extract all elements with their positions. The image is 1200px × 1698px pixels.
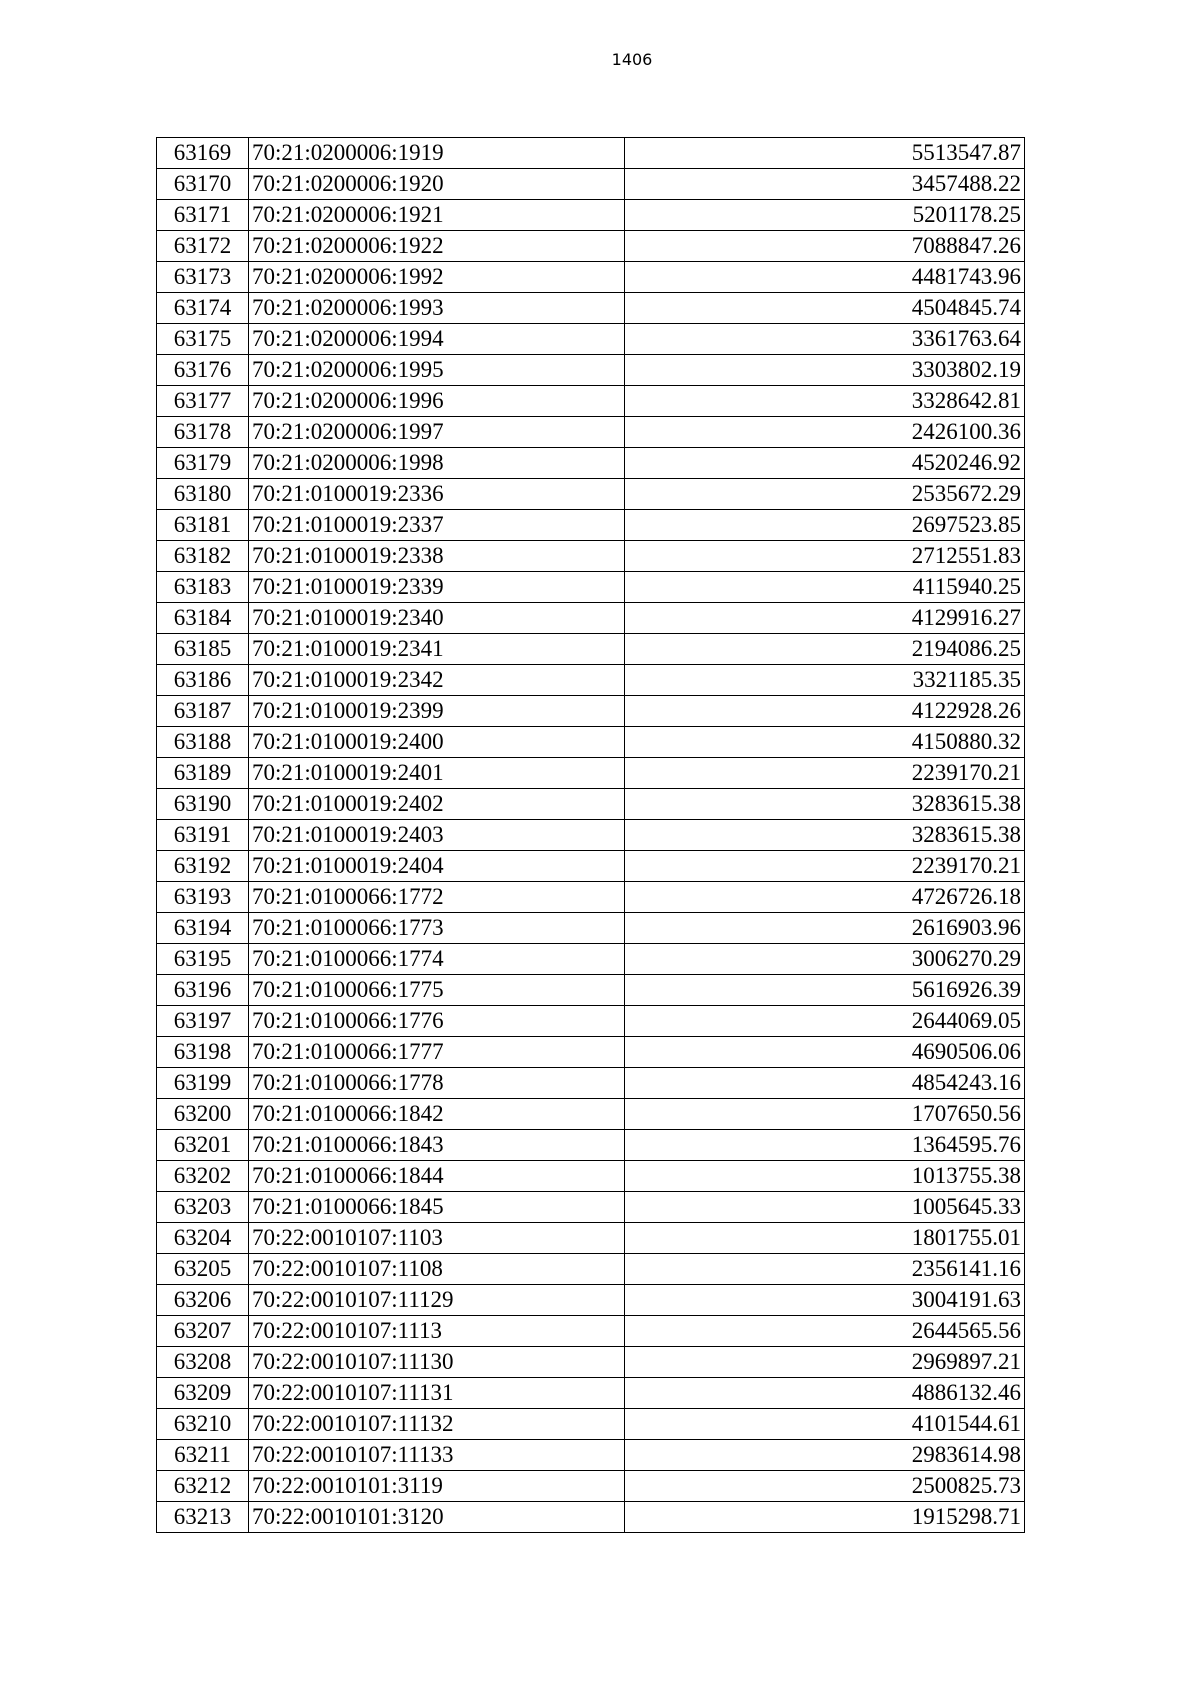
table-row [157, 1223, 1025, 1254]
row-number-cell: 63194 [157, 913, 249, 944]
table-row [157, 386, 1025, 417]
cadastral-number-cell: 70:21:0200006:1992 [249, 262, 625, 293]
cadastral-number-cell: 70:21:0100019:2403 [249, 820, 625, 851]
table-body [157, 138, 1025, 1533]
row-number-cell: 63173 [157, 262, 249, 293]
cadastral-value-cell: 3457488.22 [625, 169, 1025, 200]
row-number-cell: 63207 [157, 1316, 249, 1347]
row-number-cell: 63177 [157, 386, 249, 417]
cadastral-value-cell: 5513547.87 [625, 138, 1025, 169]
cadastral-number-cell: 70:21:0200006:1998 [249, 448, 625, 479]
table-row [157, 696, 1025, 727]
cadastral-value-cell: 2644565.56 [625, 1316, 1025, 1347]
cadastral-value-cell: 3006270.29 [625, 944, 1025, 975]
row-number-cell: 63199 [157, 1068, 249, 1099]
cadastral-number-cell: 70:22:0010101:3120 [249, 1502, 625, 1533]
table-row [157, 1347, 1025, 1378]
cadastral-value-cell: 4504845.74 [625, 293, 1025, 324]
table-row [157, 1409, 1025, 1440]
row-number-cell: 63180 [157, 479, 249, 510]
cadastral-value-cell: 2969897.21 [625, 1347, 1025, 1378]
row-number-cell: 63188 [157, 727, 249, 758]
cadastral-number-cell: 70:21:0100019:2338 [249, 541, 625, 572]
table-row [157, 634, 1025, 665]
row-number-cell: 63212 [157, 1471, 249, 1502]
row-number-cell: 63187 [157, 696, 249, 727]
table-row [157, 1068, 1025, 1099]
cadastral-value-cell: 4481743.96 [625, 262, 1025, 293]
cadastral-number-cell: 70:21:0100066:1775 [249, 975, 625, 1006]
cadastral-value-cell: 4101544.61 [625, 1409, 1025, 1440]
row-number-cell: 63171 [157, 200, 249, 231]
row-number-cell: 63172 [157, 231, 249, 262]
cadastral-number-cell: 70:21:0100066:1772 [249, 882, 625, 913]
row-number-cell: 63192 [157, 851, 249, 882]
row-number-cell: 63206 [157, 1285, 249, 1316]
cadastral-number-cell: 70:21:0200006:1997 [249, 417, 625, 448]
table-row [157, 789, 1025, 820]
table-row [157, 975, 1025, 1006]
table-row [157, 882, 1025, 913]
row-number-cell: 63185 [157, 634, 249, 665]
cadastral-value-cell: 3361763.64 [625, 324, 1025, 355]
row-number-cell: 63208 [157, 1347, 249, 1378]
cadastral-value-cell: 2239170.21 [625, 851, 1025, 882]
row-number-cell: 63170 [157, 169, 249, 200]
table-row [157, 355, 1025, 386]
cadastral-number-cell: 70:21:0100019:2342 [249, 665, 625, 696]
table-row [157, 541, 1025, 572]
cadastral-value-cell: 4115940.25 [625, 572, 1025, 603]
table-row [157, 448, 1025, 479]
cadastral-value-cell: 4122928.26 [625, 696, 1025, 727]
cadastral-number-cell: 70:21:0100019:2402 [249, 789, 625, 820]
cadastral-number-cell: 70:21:0100019:2400 [249, 727, 625, 758]
cadastral-value-cell: 2644069.05 [625, 1006, 1025, 1037]
cadastral-value-cell: 2194086.25 [625, 634, 1025, 665]
cadastral-value-cell: 4690506.06 [625, 1037, 1025, 1068]
cadastral-value-cell: 1801755.01 [625, 1223, 1025, 1254]
cadastral-number-cell: 70:21:0100066:1842 [249, 1099, 625, 1130]
row-number-cell: 63169 [157, 138, 249, 169]
cadastral-value-cell: 4854243.16 [625, 1068, 1025, 1099]
table-row [157, 665, 1025, 696]
cadastral-value-cell: 2356141.16 [625, 1254, 1025, 1285]
row-number-cell: 63201 [157, 1130, 249, 1161]
cadastral-number-cell: 70:21:0200006:1919 [249, 138, 625, 169]
cadastral-number-cell: 70:21:0100066:1778 [249, 1068, 625, 1099]
table-row [157, 1502, 1025, 1533]
table-row [157, 1378, 1025, 1409]
cadastral-number-cell: 70:21:0100066:1773 [249, 913, 625, 944]
row-number-cell: 63203 [157, 1192, 249, 1223]
table-row [157, 324, 1025, 355]
cadastral-number-cell: 70:22:0010107:11129 [249, 1285, 625, 1316]
cadastral-value-cell: 4129916.27 [625, 603, 1025, 634]
cadastral-number-cell: 70:21:0100066:1844 [249, 1161, 625, 1192]
cadastral-value-cell: 1915298.71 [625, 1502, 1025, 1533]
cadastral-value-cell: 2500825.73 [625, 1471, 1025, 1502]
cadastral-number-cell: 70:21:0100019:2401 [249, 758, 625, 789]
row-number-cell: 63182 [157, 541, 249, 572]
cadastral-value-cell: 1005645.33 [625, 1192, 1025, 1223]
table-row [157, 479, 1025, 510]
cadastral-value-cell: 3321185.35 [625, 665, 1025, 696]
cadastral-value-cell: 5201178.25 [625, 200, 1025, 231]
cadastral-number-cell: 70:21:0100019:2340 [249, 603, 625, 634]
table-row [157, 851, 1025, 882]
cadastral-value-cell: 3283615.38 [625, 820, 1025, 851]
cadastral-number-cell: 70:21:0100066:1845 [249, 1192, 625, 1223]
table-row [157, 1130, 1025, 1161]
row-number-cell: 63190 [157, 789, 249, 820]
cadastral-value-cell: 2712551.83 [625, 541, 1025, 572]
table-row [157, 572, 1025, 603]
row-number-cell: 63204 [157, 1223, 249, 1254]
cadastral-number-cell: 70:22:0010107:11130 [249, 1347, 625, 1378]
cadastral-value-cell: 3004191.63 [625, 1285, 1025, 1316]
row-number-cell: 63198 [157, 1037, 249, 1068]
cadastral-value-table [156, 137, 1025, 1533]
table-row [157, 727, 1025, 758]
table-row [157, 293, 1025, 324]
row-number-cell: 63178 [157, 417, 249, 448]
cadastral-number-cell: 70:21:0200006:1922 [249, 231, 625, 262]
table-row [157, 758, 1025, 789]
cadastral-number-cell: 70:22:0010107:11132 [249, 1409, 625, 1440]
row-number-cell: 63183 [157, 572, 249, 603]
cadastral-number-cell: 70:21:0100019:2399 [249, 696, 625, 727]
row-number-cell: 63186 [157, 665, 249, 696]
cadastral-number-cell: 70:21:0100066:1777 [249, 1037, 625, 1068]
cadastral-value-cell: 1013755.38 [625, 1161, 1025, 1192]
cadastral-number-cell: 70:21:0100019:2404 [249, 851, 625, 882]
cadastral-number-cell: 70:21:0100019:2337 [249, 510, 625, 541]
table-row [157, 913, 1025, 944]
cadastral-value-cell: 2426100.36 [625, 417, 1025, 448]
cadastral-value-cell: 2535672.29 [625, 479, 1025, 510]
row-number-cell: 63175 [157, 324, 249, 355]
row-number-cell: 63209 [157, 1378, 249, 1409]
table-row [157, 231, 1025, 262]
cadastral-number-cell: 70:21:0200006:1994 [249, 324, 625, 355]
row-number-cell: 63179 [157, 448, 249, 479]
row-number-cell: 63200 [157, 1099, 249, 1130]
table-row [157, 603, 1025, 634]
table-row [157, 1006, 1025, 1037]
cadastral-value-cell: 4520246.92 [625, 448, 1025, 479]
row-number-cell: 63191 [157, 820, 249, 851]
table-row [157, 944, 1025, 975]
table-row [157, 1316, 1025, 1347]
row-number-cell: 63210 [157, 1409, 249, 1440]
row-number-cell: 63174 [157, 293, 249, 324]
table-row [157, 417, 1025, 448]
row-number-cell: 63181 [157, 510, 249, 541]
row-number-cell: 63213 [157, 1502, 249, 1533]
cadastral-value-cell: 3328642.81 [625, 386, 1025, 417]
table-row [157, 1037, 1025, 1068]
cadastral-value-cell: 7088847.26 [625, 231, 1025, 262]
row-number-cell: 63195 [157, 944, 249, 975]
cadastral-value-cell: 1364595.76 [625, 1130, 1025, 1161]
row-number-cell: 63196 [157, 975, 249, 1006]
cadastral-number-cell: 70:22:0010101:3119 [249, 1471, 625, 1502]
table-row [157, 1440, 1025, 1471]
cadastral-number-cell: 70:21:0100066:1774 [249, 944, 625, 975]
cadastral-number-cell: 70:22:0010107:1113 [249, 1316, 625, 1347]
row-number-cell: 63176 [157, 355, 249, 386]
row-number-cell: 63197 [157, 1006, 249, 1037]
cadastral-number-cell: 70:21:0200006:1920 [249, 169, 625, 200]
row-number-cell: 63202 [157, 1161, 249, 1192]
table-row [157, 200, 1025, 231]
cadastral-value-cell: 3303802.19 [625, 355, 1025, 386]
cadastral-number-cell: 70:22:0010107:11133 [249, 1440, 625, 1471]
cadastral-number-cell: 70:22:0010107:1108 [249, 1254, 625, 1285]
cadastral-number-cell: 70:21:0200006:1995 [249, 355, 625, 386]
table-row [157, 1254, 1025, 1285]
cadastral-number-cell: 70:21:0100066:1776 [249, 1006, 625, 1037]
row-number-cell: 63189 [157, 758, 249, 789]
cadastral-value-cell: 2239170.21 [625, 758, 1025, 789]
cadastral-number-cell: 70:21:0100019:2339 [249, 572, 625, 603]
table-row [157, 1161, 1025, 1192]
table-row [157, 1192, 1025, 1223]
table-row [157, 169, 1025, 200]
cadastral-value-cell: 2697523.85 [625, 510, 1025, 541]
table-row [157, 820, 1025, 851]
table-row [157, 138, 1025, 169]
cadastral-value-cell: 3283615.38 [625, 789, 1025, 820]
row-number-cell: 63205 [157, 1254, 249, 1285]
table-row [157, 1099, 1025, 1130]
cadastral-number-cell: 70:21:0200006:1996 [249, 386, 625, 417]
cadastral-value-cell: 1707650.56 [625, 1099, 1025, 1130]
cadastral-number-cell: 70:21:0200006:1993 [249, 293, 625, 324]
cadastral-value-cell: 5616926.39 [625, 975, 1025, 1006]
cadastral-value-cell: 2616903.96 [625, 913, 1025, 944]
table-row [157, 1285, 1025, 1316]
cadastral-number-cell: 70:22:0010107:11131 [249, 1378, 625, 1409]
row-number-cell: 63184 [157, 603, 249, 634]
table-row [157, 262, 1025, 293]
cadastral-value-cell: 2983614.98 [625, 1440, 1025, 1471]
cadastral-value-cell: 4150880.32 [625, 727, 1025, 758]
cadastral-number-cell: 70:21:0100066:1843 [249, 1130, 625, 1161]
row-number-cell: 63211 [157, 1440, 249, 1471]
table-row [157, 1471, 1025, 1502]
cadastral-number-cell: 70:21:0100019:2336 [249, 479, 625, 510]
page-number: 1406 [611, 50, 653, 69]
cadastral-number-cell: 70:21:0100019:2341 [249, 634, 625, 665]
cadastral-value-cell: 4726726.18 [625, 882, 1025, 913]
cadastral-number-cell: 70:22:0010107:1103 [249, 1223, 625, 1254]
cadastral-number-cell: 70:21:0200006:1921 [249, 200, 625, 231]
table-row [157, 510, 1025, 541]
row-number-cell: 63193 [157, 882, 249, 913]
cadastral-value-cell: 4886132.46 [625, 1378, 1025, 1409]
